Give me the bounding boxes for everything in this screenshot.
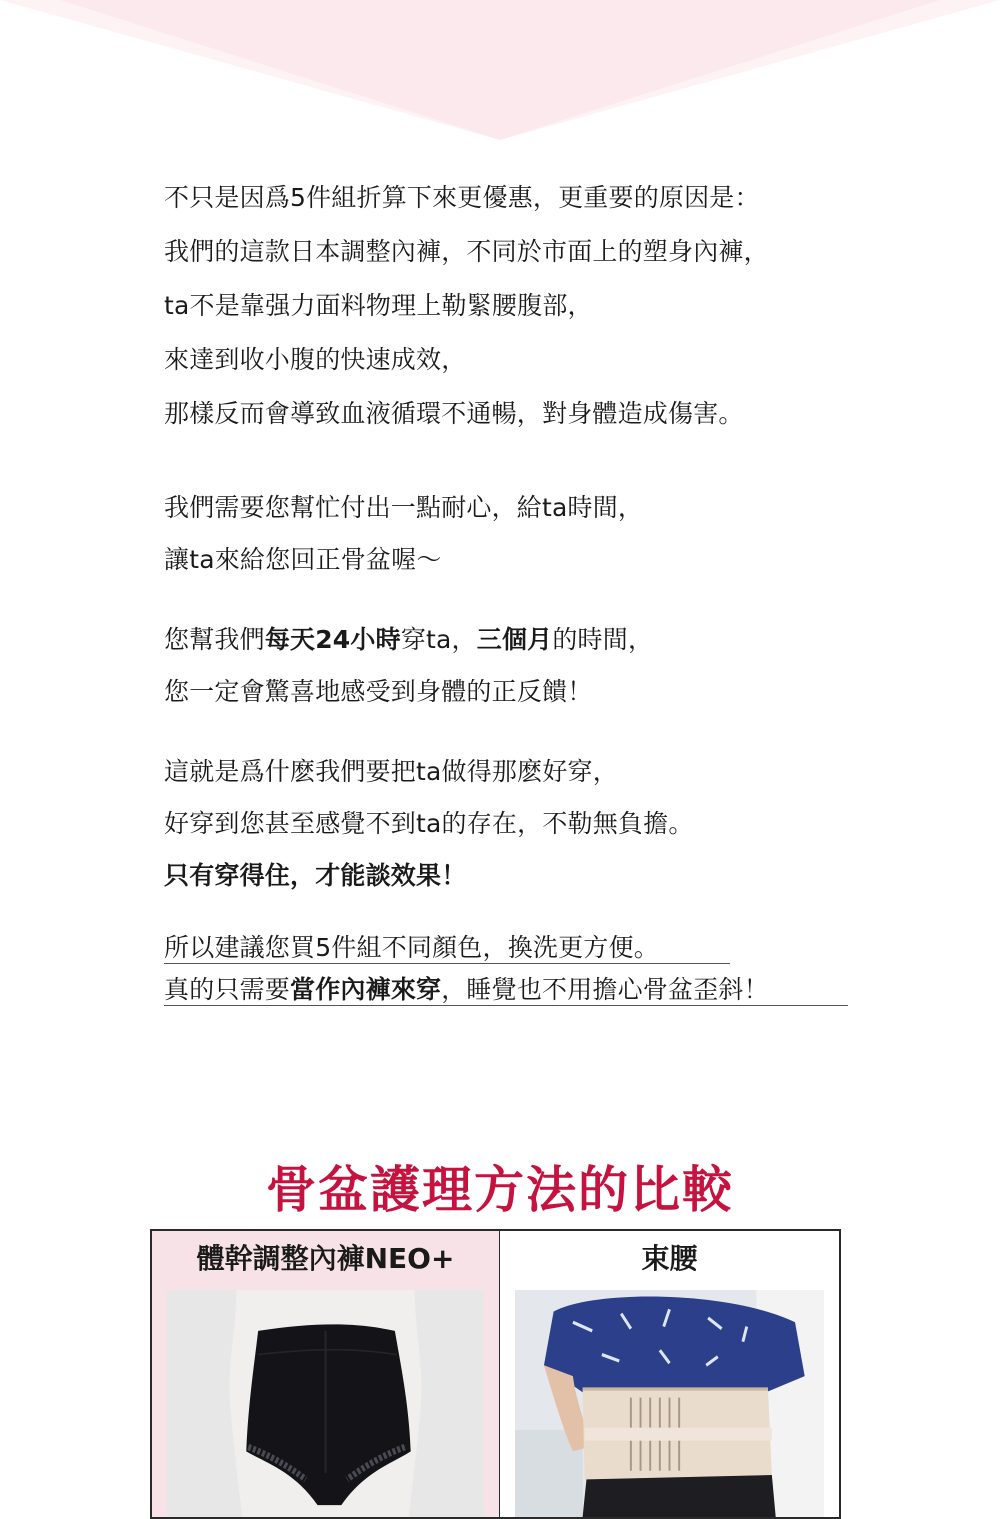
story-line: 您一定會驚喜地感受到身體的正反饋！ (164, 677, 593, 706)
story-text: 的時間， (552, 625, 654, 654)
story-line: 那樣反而會導致血液循環不通暢，對身體造成傷害。 (164, 399, 744, 428)
story-line: 不只是因爲5件組折算下來更優惠，更重要的原因是： (164, 183, 760, 212)
top-chevron-decoration (0, 0, 1000, 145)
story-line: 這就是爲什麽我們要把ta做得那麽好穿， (164, 757, 618, 786)
comparison-column-waist-belt (500, 1231, 839, 1517)
story-bold-text: 當作內褲來穿 (290, 975, 442, 1004)
story-text: ，睡覺也不用擔心骨盆歪斜！ (441, 975, 769, 1004)
story-line: ta不是靠强力面料物理上勒緊腰腹部， (164, 291, 593, 320)
story-line: 讓ta來給您回正骨盆喔～ (164, 545, 442, 574)
story-line: 好穿到您甚至感覺不到ta的存在，不勒無負擔。 (164, 809, 694, 838)
story-text-block (164, 183, 864, 1005)
story-text: 您幫我們 (164, 625, 265, 654)
story-text: 穿ta， (400, 625, 477, 654)
story-line: 我們的這款日本調整內褲，不同於市面上的塑身內褲， (164, 237, 769, 266)
story-line (164, 625, 864, 655)
column-header-neo: 體幹調整內褲NEO+ (196, 1242, 455, 1275)
comparison-column-neo (152, 1231, 500, 1517)
story-line (164, 933, 864, 963)
column-header-waist-belt: 束腰 (641, 1242, 698, 1275)
story-line: 來達到收小腹的快速成效， (164, 345, 467, 374)
story-bold-text: 三個月 (476, 625, 553, 654)
comparison-table (150, 1229, 841, 1519)
waist-belt-photo (515, 1290, 824, 1517)
story-underlined-text: 所以建議您買5件組不同顏色，換洗更方便。 (164, 933, 730, 964)
story-line (164, 975, 864, 1005)
story-line: 我們需要您幫忙付出一點耐心，給ta時間， (164, 493, 644, 522)
comparison-title: 骨盆護理方法的比較 (266, 1160, 734, 1219)
neo-underwear-product-image (167, 1290, 484, 1517)
story-underlined-text (164, 975, 848, 1006)
story-bold-text: 每天24小時 (264, 625, 401, 654)
story-emphasis-line: 只有穿得住，才能談效果！ (164, 861, 467, 890)
story-text: 真的只需要 (164, 975, 291, 1004)
